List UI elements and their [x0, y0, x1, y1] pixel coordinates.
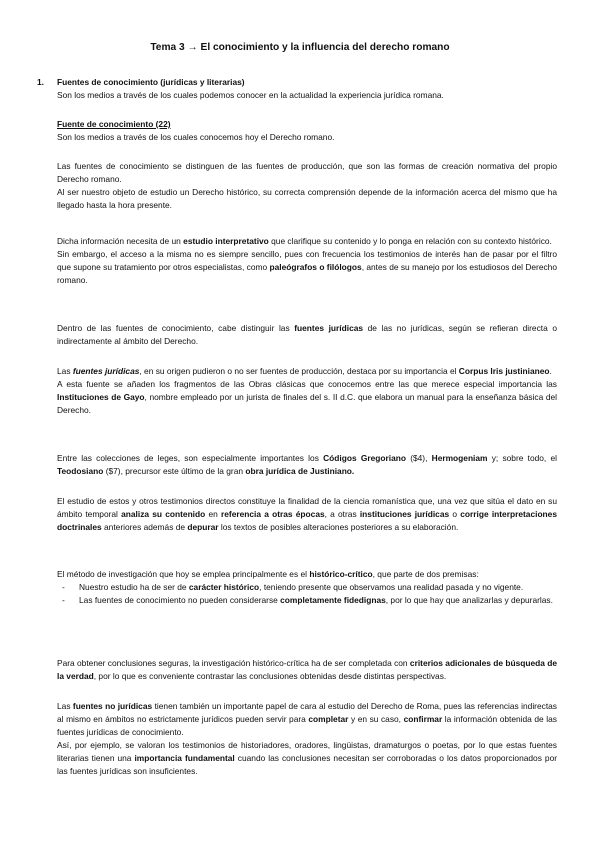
- section-1: [57, 76, 557, 102]
- paragraph-6: El estudio de estos y otros testimonios directos constituye la finalidad de la ciencia romanística que, una vez que sitúa el dato en su ámbito temporal analiza su contenido en referencia a otras épocas, a otras instituciones jurídicas o corrige interpretaciones doctrinales anteriores además de depurar los textos de posibles alteraciones posteriores a su elaboración.: [57, 496, 557, 532]
- paragraph-4: [57, 365, 557, 417]
- p4-sentence-b: A esta fuente se añaden los fragmentos de las Obras clásicas que conocemos entre las que merece especial importancia las Instituciones de Gayo, nombre empleado por un jurista de finales del s. II d.C. que elabora un manual para la enseñanza básica del Derecho.: [57, 379, 558, 415]
- p2-sentence-a: Dicha información necesita de un estudio interpretativo que clarifique su contenido y lo ponga en relación con su contexto histórico.: [57, 236, 552, 246]
- section-heading: Fuentes de conocimiento (jurídicas y literarias): [57, 77, 245, 87]
- bullet-item: - Nuestro estudio ha de ser de carácter histórico, teniendo presente que observamos una realidad pasada y no vigente.: [62, 582, 524, 592]
- p9-sentence-a: Las fuentes no jurídicas tienen también un importante papel de cara al estudio del Derecho de Roma, pues las referencias indirectas al mismo en ámbitos no estrictamente jurídicos pueden servir para completar y en su caso, confirmar la información obtenida de las fuentes jurídicas de conocimiento.: [57, 701, 557, 737]
- p9-sentence-b: Así, por ejemplo, se valoran los testimonios de historiadores, oradores, lingüistas, dramaturgos o poetas, por lo que estas fuentes literarias tienen una importancia fundamental cuando las conclusiones necesitan ser corroboradas o los datos proporcionados por las fuentes jurídicas son insuficientes.: [57, 740, 558, 776]
- subsection-intro: Son los medios a través de los cuales conocemos hoy el Derecho romano.: [57, 132, 335, 142]
- page-title: Tema 3 → El conocimiento y la influencia del derecho romano: [150, 42, 450, 53]
- paragraph-9: [57, 700, 557, 778]
- subsection: [57, 118, 557, 144]
- p1-sentence-b: Al ser nuestro objeto de estudio un Derecho histórico, su correcta comprensión depende de la información acerca del mismo que ha llegado hasta la hora presente.: [57, 187, 557, 210]
- paragraph-5: Entre las colecciones de leges, son especialmente importantes los Códigos Gregoriano ($4), Hermogeniam y; sobre todo, el Teodosiano ($7), precursor este último de la gran obra jurídica de Justiniano.: [57, 453, 557, 476]
- paragraph-3: Dentro de las fuentes de conocimiento, cabe distinguir las fuentes jurídicas de las no jurídicas, según se refieran directa o indirectamente al ámbito del Derecho.: [57, 323, 557, 346]
- p1-sentence-a: Las fuentes de conocimiento se distinguen de las fuentes de producción, que son las formas de creación normativa del propio Derecho romano.: [57, 161, 557, 184]
- bullet-item: - Las fuentes de conocimiento no pueden considerarse completamente fidedignas, por lo que hay que analizarlas y depurarlas.: [62, 595, 553, 605]
- p2-sentence-b: Sin embargo, el acceso a la misma no es siempre sencillo, pues con frecuencia los testimonios de interés han de pasar por el filtro que supone su tratamiento por otros especialistas, como paleógrafos o filólogos, antes de su manejo por los estudiosos del Derecho romano.: [57, 249, 557, 285]
- p4-sentence-a: Las fuentes jurídicas, en su origen pudieron o no ser fuentes de producción, destaca por su importancia el Corpus Iris justinianeo.: [57, 366, 552, 376]
- paragraph-1: [57, 160, 557, 212]
- bullet-dash: -: [62, 595, 65, 605]
- subsection-heading: Fuente de conocimiento (22): [57, 119, 171, 129]
- paragraph-2: [57, 235, 557, 287]
- bullet-dash: -: [62, 582, 65, 592]
- section-number: 1.: [37, 77, 44, 87]
- paragraph-8: Para obtener conclusiones seguras, la investigación histórico-crítica ha de ser completada con criterios adicionales de búsqueda de la verdad, por lo que es conveniente contrastar las conclusiones obtenidas desde distintas perspectivas.: [57, 658, 557, 681]
- section-intro: Son los medios a través de los cuales podemos conocer en la actualidad la experiencia jurídica romana.: [57, 90, 444, 100]
- paragraph-7: El método de investigación que hoy se emplea principalmente es el histórico-crítico, que parte de dos premisas: - Nuestro estudio ha de ser de carácter histórico, teniendo presente que observamos una realidad pasada y no vigente. - Las fuentes de conocimiento no pueden considerarse completamente fidedignas, por lo que hay que analizarlas y depurarlas.: [57, 568, 557, 607]
